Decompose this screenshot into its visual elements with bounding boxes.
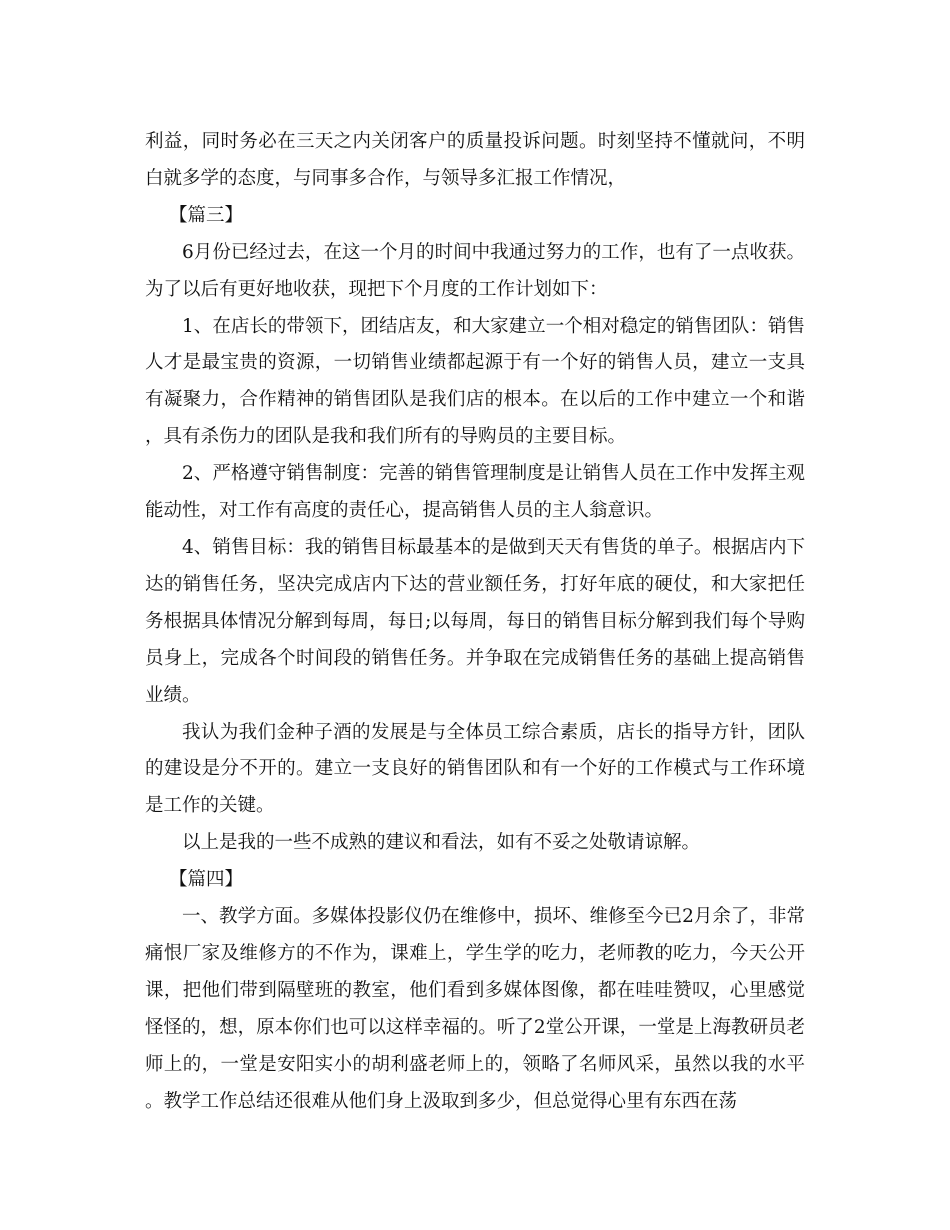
paragraph-teaching: 一、教学方面。多媒体投影仪仍在维修中，损坏、维修至今已2月余了，非常痛恨厂家及维修方的不作为，课难上，学生学的吃力，老师教的吃力，今天公开课，把他们带到隔壁班的教室，他们看到多媒体图像，都在哇哇赞叹，心里感觉怪怪的，想，原本你们也可以这样幸福的。听了2堂公开课，一堂是上海教研员老师上的，一堂是安阳实小的胡利盛老师上的，领略了名师风采，虽然以我的水平。教学工作总结还很难从他们身上汲取到多少，但总觉得心里有东西在荡 (145, 906, 805, 1112)
section-heading-part-four: 【篇四】 (169, 869, 244, 891)
paragraph-closing-remark: 以上是我的一些不成熟的建议和看法，如有不妥之处敬请谅解。 (182, 832, 701, 854)
paragraph-item-2-sales-system: 2、严格遵守销售制度：完善的销售管理制度是让销售人员在工作中发挥主观能动性，对工作有高度的责任心，提高销售人员的主人翁意识。 (145, 463, 805, 522)
paragraph-item-1-sales-team: 1、在店长的带领下，团结店友，和大家建立一个相对稳定的销售团队：销售人才是最宝贵的资源，一切销售业绩都起源于有一个好的销售人员，建立一支具有凝聚力，合作精神的销售团队是我们店的根本。在以后的工作中建立一个和谐，具有杀伤力的团队是我和我们所有的导购员的主要目标。 (145, 315, 805, 448)
paragraph-continuation: 利益，同时务必在三天之内关闭客户的质量投诉问题。时刻坚持不懂就问，不明白就多学的态度，与同事多合作，与领导多汇报工作情况， (145, 131, 805, 189)
section-heading-part-three: 【篇三】 (169, 204, 244, 226)
paragraph-team-development: 我认为我们金种子酒的发展是与全体员工综合素质，店长的指导方针，团队的建设是分不开的。建立一支良好的销售团队和有一个好的工作模式与工作环境是工作的关键。 (145, 721, 805, 817)
paragraph-intro-june: 6月份已经过去，在这一个月的时间中我通过努力的工作，也有了一点收获。为了以后有更好地收获，现把下个月度的工作计划如下： (145, 241, 805, 300)
paragraph-item-4-sales-target: 4、销售目标：我的销售目标最基本的是做到天天有售货的单子。根据店内下达的销售任务，坚决完成店内下达的营业额任务，打好年底的硬仗，和大家把任务根据具体情况分解到每周，每日;以每周，每日的销售目标分解到我们每个导购员身上，完成各个时间段的销售任务。并争取在完成销售任务的基础上提高销售业绩。 (145, 536, 805, 706)
document-body (145, 124, 805, 1120)
